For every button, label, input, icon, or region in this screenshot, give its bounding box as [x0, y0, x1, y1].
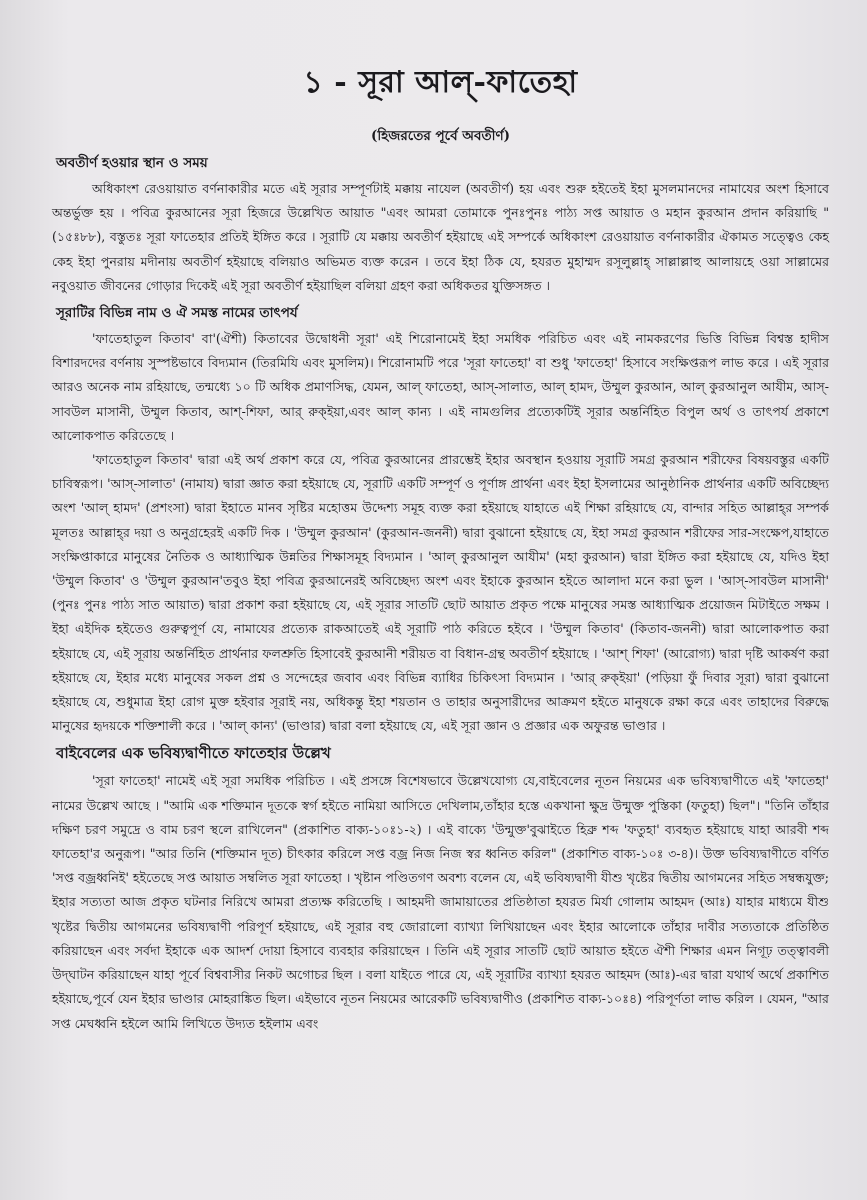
section-names: [52, 302, 829, 738]
paragraph: অধিকাংশ রেওয়ায়াত বর্ণনাকারীর মতে এই সূরার সম্পূর্ণটাই মক্কায় নাযেল (অবতীর্ণ) হয় এবং শুরু হইতেই ইহা মুসলমানদের নামাযের অংশ হিসাবে অন্তর্ভুক্ত হয় । পবিত্র কুরআনের সূরা হিজরে উল্লেখিত আয়াত "এবং আমরা তোমাকে পুনঃপুনঃ পাঠ্য সপ্ত আয়াত ও মহান কুরআন প্রদান করিয়াছি " (১৫ঃ৮৮), বস্তুতঃ সূরা ফাতেহার প্রতিই ইঙ্গিত করে । সূরাটি যে মক্কায় অবতীর্ণ হইয়াছে এই সম্পর্কে অধিকাংশ রেওয়ায়াত বর্ণনাকারীর ঐকামত সত্ত্বেও কেহ কেহ ইহা পুনরায় মদীনায় অবতীর্ণ হইয়াছে বলিয়াও অভিমত ব্যক্ত করেন । তবে ইহা ঠিক যে, হযরত মুহাম্মদ রসূলুল্লাহ্‌ সাল্লাল্লাহু আলায়হে ওয়া সাল্লামের নবুওয়াত জীবনের গোড়ার দিকেই এই সূরা অবতীর্ণ হইয়াছিল বলিয়া গ্রহণ করা অধিকতর যুক্তিসঙ্গত ।: [52, 181, 829, 293]
surah-title: ১ - সূরা আল্-ফাতেহা: [303, 65, 578, 100]
section-heading: সূরাটির বিভিন্ন নাম ও ঐ সমস্ত নামের তাৎপর্য: [56, 305, 298, 322]
paragraph: 'ফাতেহাতুল কিতাব' বা'(ঐশী) কিতাবের উদ্বোধনী সূরা' এই শিরোনামেই ইহা সমধিক পরিচিত এবং এই নামকরণের ভিত্তি বিভিন্ন বিশ্বস্ত হাদীস বিশারদদের বর্ণনায় সুস্পষ্টভাবে বিদ্যমান (তিরমিযি এবং মুসলিম)। শিরোনামটি পরে 'সূরা ফাতেহা' বা শুধু 'ফাতেহা' হিসাবে সংক্ষিপ্তরূপ লাভ করে । এই সূরার আরও অনেক নাম রহিয়াছে, তন্মধ্যে ১০ টি অধিক প্রমাণসিদ্ধ, যেমন, আল্ ফাতেহা, আস্-সালাত, আল্ হামদ, উম্মুল কুরআন, আল্ কুরআনুল আযীম, আস্-সাবউল মাসানী, উম্মুল কিতাব, আশ্-শিফা, আর্ রুক্ইয়া,এবং আল্ কান্য । এই নামগুলির প্রত্যেকটিই সূরার অন্তর্নিহিত বিপুল অর্থ ও তাৎপর্য প্রকাশে আলোকপাত করিতেছে ।: [52, 331, 829, 443]
section-heading: অবতীর্ণ হওয়ার স্থান ও সময়: [56, 155, 208, 171]
section-revelation: [52, 152, 829, 298]
revelation-note: (হিজরতের পূর্বে অবতীর্ণ): [370, 128, 511, 144]
paragraph: 'ফাতেহাতুল কিতাব' দ্বারা এই অর্থ প্রকাশ করে যে, পবিত্র কুরআনের প্রারম্ভেই ইহার অবস্থান হওয়ায় সূরাটি সমগ্র কুরআন শরীফের বিষয়বস্তুর একটি চাবিস্বরূপ। 'আস্-সালাত' (নামায) দ্বারা জ্ঞাত করা হইয়াছে যে, সূরাটি একটি সম্পূর্ণ ও পূর্ণাঙ্গ প্রার্থনা এবং ইহা ইসলামের আনুষ্ঠানিক প্রার্থনার একটি অবিচ্ছেদ্য অংশ 'আল্ হামদ' (প্রশংসা) দ্বারা ইহাতে মানব সৃষ্টির মহোত্তম উদ্দেশ্য সমূহ ব্যক্ত করা হইয়াছে যাহাতে এই শিক্ষা রহিয়াছে যে, বান্দার সহিত আল্লাহ্‌র সম্পর্ক মূলতঃ আল্লাহ্‌র দয়া ও অনুগ্রহেরই একটি দিক । 'উম্মুল কুরআন' (কুরআন-জননী) দ্বারা বুঝানো হইয়াছে যে, ইহা সমগ্র কুরআন শরীফের সার-সংক্ষেপ,যাহাতে সংক্ষিপ্তাকারে মানুষের নৈতিক ও আধ্যাত্মিক উন্নতির শিক্ষাসমূহ বিদ্যমান । 'আল্ কুরআনুল আযীম' (মহা কুরআন) দ্বারা ইঙ্গিত করা হইয়াছে যে, যদিও ইহা 'উম্মুল কিতাব' ও 'উম্মুল কুরআন'তবুও ইহা পবিত্র কুরআনেরই অবিচ্ছেদ্য অংশ এবং ইহাকে কুরআন হইতে আলাদা মনে করা ভুল । 'আস্-সাবউল মাসানী' (পুনঃ পুনঃ পাঠ্য সাত আয়াত) দ্বারা প্রকাশ করা হইয়াছে যে, এই সূরার সাতটি ছোট আয়াত প্রকৃত পক্ষে মানুষের সমস্ত আধ্যাত্মিক প্রয়োজন মিটাইতে সক্ষম । ইহা এইদিক হইতেও গুরুত্বপূর্ণ যে, নামাযের প্রত্যেক রাকআতেই এই সূরাটি পাঠ করিতে হইবে । 'উম্মুল কিতাব' (কিতাব-জননী) দ্বারা আলোকপাত করা হইয়াছে যে, এই সূরায় অন্তর্নিহিত প্রার্থনার ফলশ্রুতি হিসাবেই কুরআনী শরীয়ত বা বিধান-গ্রন্থ অবতীর্ণ হইয়াছে । 'আশ্ শিফা' (আরোগ্য) দ্বারা দৃষ্টি আকর্ষণ করা হইয়াছে যে, ইহার মধ্যে মানুষের সকল প্রশ্ন ও সন্দেহের জবাব এবং বিভিন্ন ব্যাধির চিকিৎসা বিদ্যমান । 'আর্ রুক্ইয়া' (পড়িয়া ফুঁ দিবার সূরা) দ্বারা বুঝানো হইয়াছে যে, শুধুমাত্র ইহা রোগ মুক্ত হইবার সূরাই নয়, অধিকন্তু ইহা শয়তান ও তাহার অনুসারীদের আক্রমণ হইতে মানুষকে রক্ষা করে এবং তাহাদের বিরুদ্ধে মানুষের হৃদয়কে শক্তিশালী করে । 'আল্ কান্য' (ভাণ্ডার) দ্বারা বলা হইয়াছে যে, এই সূরা জ্ঞান ও প্রজ্ঞার এক অফুরন্ত ভাণ্ডার ।: [52, 452, 830, 734]
section-heading: বাইবেলের এক ভবিষ্যদ্বাণীতে ফাতেহার উল্লেখ: [56, 744, 331, 763]
section-bible-prophecy: [52, 742, 829, 1035]
paragraph: 'সূরা ফাতেহা' নামেই এই সূরা সমধিক পরিচিত । এই প্রসঙ্গে বিশেষভাবে উল্লেখযোগ্য যে,বাইবেলের নূতন নিয়মের এক ভবিষ্যদ্বাণীতে এই 'ফাতেহা' নামের উল্লেখ আছে । "আমি এক শক্তিমান দূতকে স্বর্গ হইতে নামিয়া আসিতে দেখিলাম,তাঁহার হস্তে একখানা ক্ষুদ্র উন্মুক্ত পুস্তিকা (ফতুহা) ছিল"। "তিনি তাঁহার দক্ষিণ চরণ সমুদ্রে ও বাম চরণ স্থলে রাখিলেন" (প্রকাশিত বাক্য-১০ঃ১-২) । এই বাক্যে 'উন্মুক্ত'বুঝাইতে হিব্রু শব্দ 'ফতুহা' ব্যবহৃত হইয়াছে যাহা আরবী শব্দ ফাতেহা'র অনুরূপ। "আর তিনি (শক্তিমান দূত) চীৎকার করিলে সপ্ত বজ্র নিজ নিজ স্বর ধ্বনিত করিল" (প্রকাশিত বাক্য-১০ঃ ৩-৪)। উক্ত ভবিষ্যদ্বাণীতে বর্ণিত 'সপ্ত বজ্রধ্বনিই' হইতেছে সপ্ত আয়াত সম্বলিত সূরা ফাতেহা । খৃষ্টান পণ্ডিতগণ অবশ্য বলেন যে, এই ভবিষ্যদ্বাণী যীশু খৃষ্টের দ্বিতীয় আগমনের সহিত সম্বন্ধযুক্ত; ইহার সত্যতা আজ প্রকৃত ঘটনার নিরিখে আমরা প্রত্যক্ষ করিতেছি । আহমদী জামায়াতের প্রতিষ্ঠাতা হযরত মির্যা গোলাম আহমদ (আঃ) যাহার মাধ্যমে যীশু খৃষ্টের দ্বিতীয় আগমনের ভবিষ্যদ্বাণী পরিপূর্ণ হইয়াছে, এই সূরার বহু জোরালো ব্যাখ্যা লিখিয়াছেন এবং ইহার আলোকে তাঁহার দাবীর সত্যতাকে প্রতিষ্ঠিত করিয়াছেন এবং সর্বদা ইহাকে এক আদর্শ দোয়া হিসাবে ব্যবহার করিয়াছেন । তিনি এই সূরার সাতটি ছোট আয়াত হইতে ঐশী শিক্ষার এমন নিগূঢ় তত্ত্বাবলী উদ্‌ঘাটন করিয়াছেন যাহা পূর্বে বিশ্ববাসীর নিকট অগোচর ছিল । বলা যাইতে পারে যে, এই সূরাটির ব্যাখ্যা হযরত আহমদ (আঃ)-এর দ্বারা যথার্থ অর্থে প্রকাশিত হইয়াছে,পূর্বে যেন ইহার ভাণ্ডার মোহরাঙ্কিত ছিল। এইভাবে নূতন নিয়মের আরেকটি ভবিষ্যদ্বাণীও (প্রকাশিত বাক্য-১০ঃ৪) পরিপূর্ণতা লাভ করিল । যেমন, "আর সপ্ত মেঘধ্বনি হইলে আমি লিখিতে উদ্যত হইলাম এবং: [52, 773, 829, 1031]
